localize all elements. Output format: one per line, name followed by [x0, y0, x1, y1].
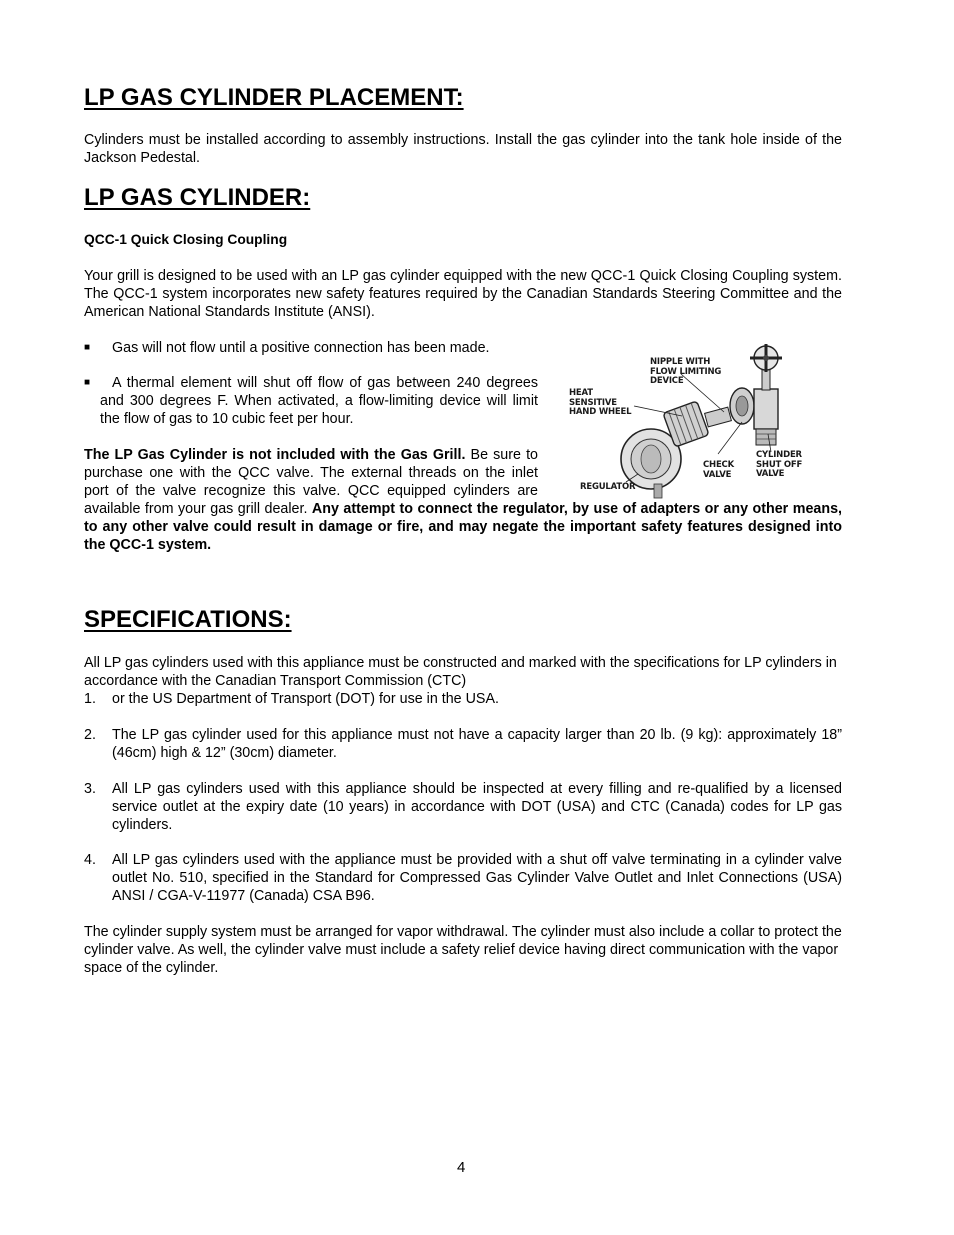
spec-item-4: All LP gas cylinders used with the appliance must be provided with a shut off valve terminating in a cylinder valve outlet No. 510, specified in the Standard for Compressed Gas Cylinder Valve Outlet and Inlet Connections (USA) ANSI / CGA-V-11977 (Canada) CSA B96.: [112, 852, 842, 904]
label-nipple: NIPPLE WITH FLOW LIMITING DEVICE: [650, 357, 722, 386]
page-number: 4: [457, 1159, 466, 1176]
bullet-marker: ■: [84, 342, 91, 353]
placement-body: Cylinders must be installed according to assembly instructions. Install the gas cylinder into the tank hole inside of the Jackson Pedestal.: [84, 132, 842, 166]
label-regulator: REGULATOR: [580, 482, 636, 492]
warning-bold-lead: The LP Gas Cylinder is not included with the Gas Grill.: [84, 447, 466, 463]
bullet-marker: ■: [84, 377, 91, 388]
bullet-item-2: A thermal element will shut off flow of gas between 240 degrees and 300 degrees F. When activated, a flow-limiting device will limit the flow of gas to 10 cubic feet per hour.: [100, 375, 538, 427]
label-heat-wheel: HEAT SENSITIVE HAND WHEEL: [569, 388, 632, 417]
heading-cylinder: LP GAS CYLINDER:: [84, 184, 311, 211]
list-number: 1.: [84, 691, 96, 707]
warning-text: Be sure to purchase one with the QCC valve. The external threads on the inlet port of the valve recognize this valve. QCC equipped cylinders are available from your gas grill dealer.: [84, 447, 539, 517]
list-number: 2.: [84, 727, 96, 743]
heading-placement: LP GAS CYLINDER PLACEMENT:: [84, 84, 464, 111]
qcc-subheading: QCC-1 Quick Closing Coupling: [84, 232, 288, 247]
spec-item-3: All LP gas cylinders used with this appliance should be inspected at every filling and re-qualified by a licensed service outlet at the expiry date (10 years) in accordance with DOT (USA) and CTC (Canada) codes for LP gas cylinders.: [112, 781, 842, 833]
qcc-intro: Your grill is designed to be used with an LP gas cylinder equipped with the new QCC-1 Quick Closing Coupling system. The QCC-1 system incorporates new safety features required by the Canadian Standards Steering Committee and the American National Standards Institute (ANSI).: [84, 268, 842, 320]
label-check-valve: CHECK VALVE: [703, 460, 734, 480]
bullet-item-1: Gas will not flow until a positive connection has been made.: [112, 340, 490, 356]
spec-item-2: The LP gas cylinder used for this appliance must not have a capacity larger than 20 lb. (9 kg): approximately 18” (46cm) high & 12” (30cm) diameter.: [112, 727, 842, 761]
list-number: 3.: [84, 781, 96, 797]
qcc-valve-diagram: [556, 334, 810, 502]
list-number: 4.: [84, 852, 96, 868]
warning-bold-text: Any attempt to connect the regulator, by use of adapters or any other means, to any other valve could result in damage or fire, and may negate the important safety features designed into the QCC-1 system.: [84, 501, 842, 553]
label-shut-off-valve: CYLINDER SHUT OFF VALVE: [756, 450, 803, 479]
specifications-intro: All LP gas cylinders used with this appliance must be constructed and marked with the specifications for LP cylinders in accordance with the Canadian Transport Commission (CTC): [84, 655, 837, 689]
heading-specifications: SPECIFICATIONS:: [84, 606, 292, 633]
spec-item-1: or the US Department of Transport (DOT) for use in the USA.: [112, 691, 499, 707]
specifications-closing: The cylinder supply system must be arranged for vapor withdrawal. The cylinder must also include a collar to protect the cylinder valve. As well, the cylinder valve must include a safety relief device having direct communication with the vapor space of the cylinder.: [84, 924, 842, 976]
